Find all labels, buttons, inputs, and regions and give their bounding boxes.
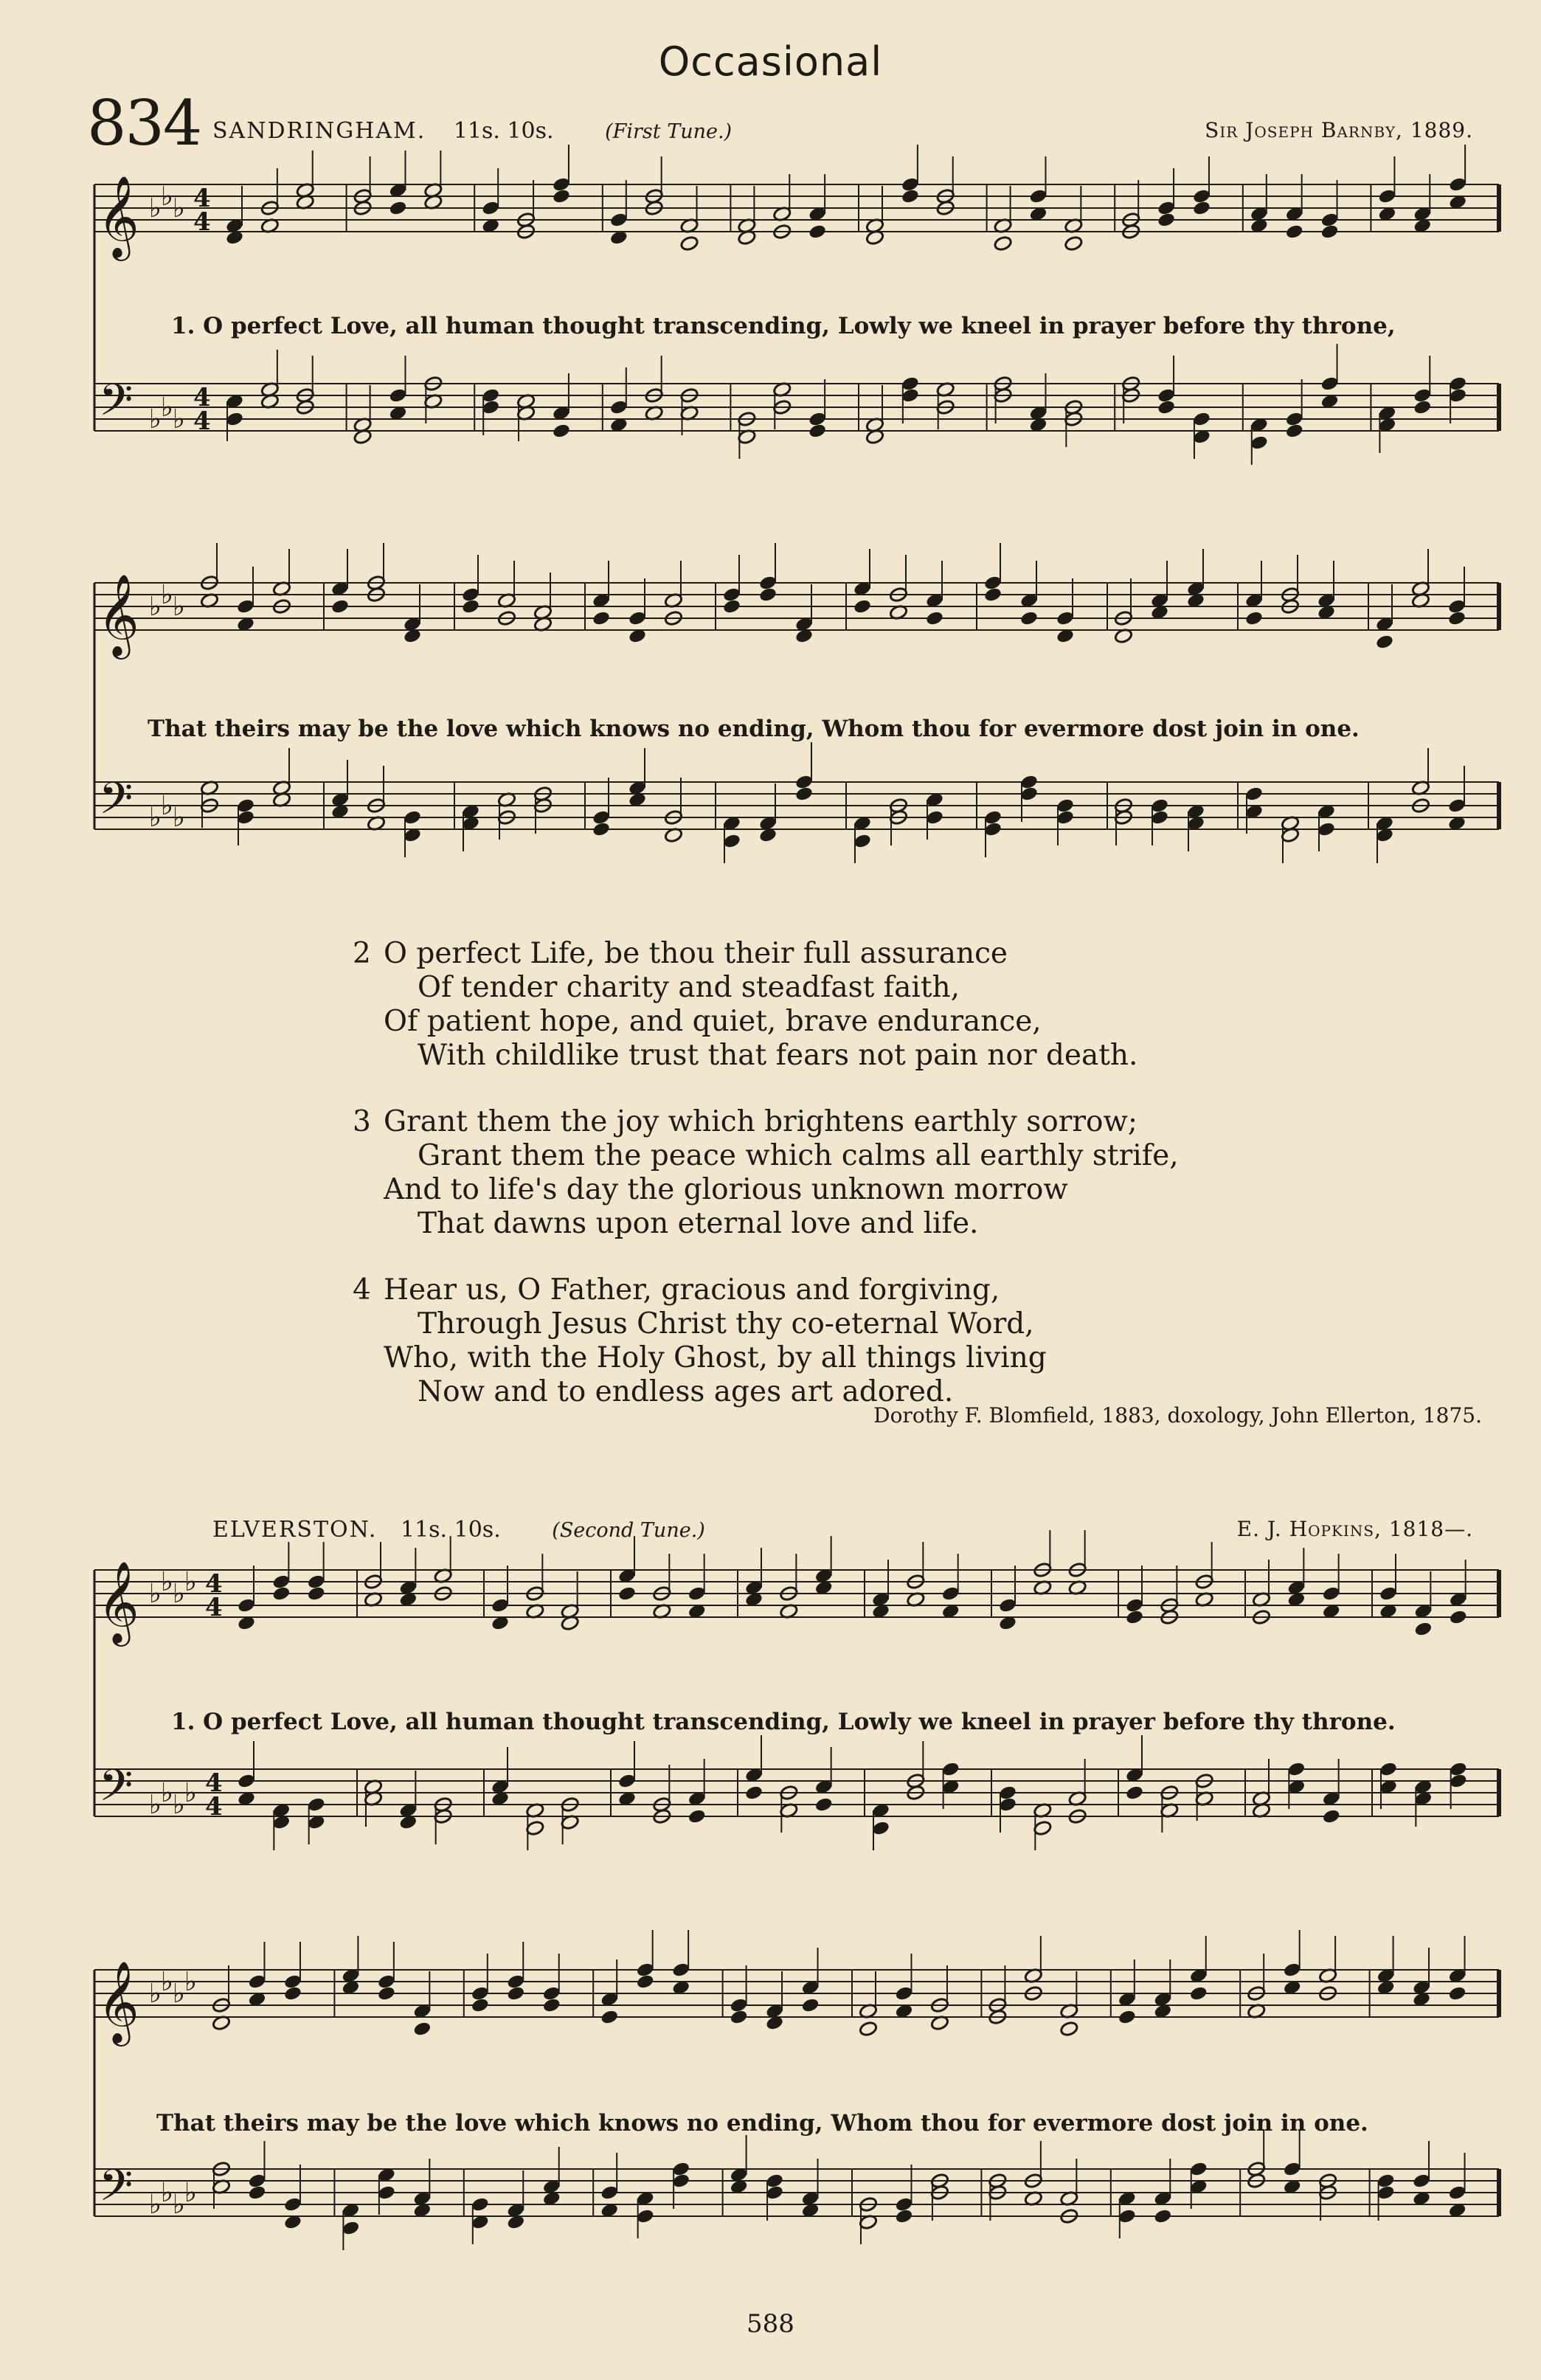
second-tune-name: ELVERSTON. [212,1517,378,1543]
notehead [859,2021,878,2037]
notehead [1244,610,1264,626]
stanza-number: 3 [353,1105,371,1138]
time-signature-digit: 4 [205,1593,223,1622]
notehead [1189,1985,1208,2002]
section-header: Occasional [658,38,883,85]
notehead [617,1585,637,1602]
notehead [1118,2009,1137,2025]
flat-sign: ♭ [173,1979,185,2009]
flat-sign: ♭ [149,404,162,435]
flat-sign: ♭ [173,404,185,435]
notehead [994,235,1013,252]
flat-sign: ♭ [161,1967,173,1997]
notehead [471,1997,490,2013]
notehead [1448,1985,1467,2002]
flat-sign: ♭ [173,193,185,224]
notehead [901,188,920,204]
stanza-3 [353,1105,1179,1241]
stanza-line: And to life's day the glorious unknown morrow [384,1173,1068,1206]
time-signature-digit: 4 [193,383,211,412]
flat-sign: ♭ [184,1778,197,1808]
first-tune-composer: Sir Joseph Barnby, 1889. [1205,118,1473,142]
second-tune-heading [212,1517,705,1543]
stanza-number: 2 [353,937,371,970]
flat-sign: ♭ [184,2178,197,2208]
stanzas [353,937,1179,1442]
notehead [636,1973,655,1990]
notehead [1320,224,1340,240]
stanza-line: Of patient hope, and quiet, brave endurance, [384,1005,1042,1038]
second-tune-composer: E. J. Hopkins, 1818—. [1236,1517,1473,1541]
flat-sign: ♭ [173,1790,185,1820]
notehead [552,188,571,204]
notehead [1413,399,1432,415]
time-signature-digit: 4 [205,1569,223,1599]
sandringham-lyrics-line-2: That theirs may be the love which knows no ending, Whom thou for evermore dost join in one. [148,716,1360,742]
notehead [1019,610,1039,626]
first-tune-note: (First Tune.) [605,120,733,143]
notehead [1153,2208,1172,2224]
notehead [894,2208,913,2224]
notehead [688,1808,707,1824]
notehead [983,587,1002,603]
notehead [542,1997,561,2013]
stanza-line: Of tender charity and steadfast faith, [418,971,960,1004]
flat-sign: ♭ [149,1979,162,2009]
notehead [461,598,480,615]
treble-clef: 𝄞 [97,175,139,257]
hymn-number: 834 [87,87,201,159]
notehead [1322,1808,1341,1824]
notehead [1447,610,1466,626]
notehead [1059,2021,1078,2037]
notehead [1285,423,1304,439]
notehead [377,1985,396,2002]
flat-sign: ♭ [149,2190,162,2220]
stanza-line: O perfect Life, be thou their full assurance [384,937,1008,970]
flat-sign: ♭ [161,181,173,212]
flat-sign: ♭ [161,1778,173,1808]
time-signature-digit: 4 [205,1768,223,1798]
flat-sign: ♭ [161,392,173,423]
flat-sign: ♭ [161,580,173,610]
time-signature-digit: 4 [193,207,211,237]
notehead [271,1585,291,1602]
notehead [506,1985,525,2002]
notehead [600,2009,619,2025]
stanza-line: That dawns upon eternal love and life. [418,1207,979,1240]
flat-sign: ♭ [173,592,185,622]
first-tune-meter: 11s. 10s. [453,118,554,144]
first-tune-heading [212,118,732,144]
notehead [1125,1785,1144,1801]
stanza-number: 4 [353,1273,371,1307]
stanza-line: Through Jesus Christ thy co-eternal Word, [418,1307,1034,1341]
notehead [552,423,571,439]
stanza-line: Grant them the joy which brightens earthly sorrow; [384,1105,1137,1138]
notehead [388,200,407,216]
bass-clef: 𝄢 [99,1760,134,1822]
notehead [730,2009,749,2025]
stanza-2 [353,937,1179,1073]
notehead [808,423,827,439]
flat-sign: ♭ [173,1579,185,1609]
notehead [1157,212,1176,228]
flat-sign: ♭ [149,592,162,622]
notehead [412,2021,432,2037]
flat-sign: ♭ [161,791,173,821]
notehead [1449,1609,1468,1625]
flat-sign: ♭ [149,803,162,833]
notehead [744,1785,763,1801]
first-tune-name: SANDRINGHAM. [212,118,426,144]
notehead [801,1997,820,2013]
flat-sign: ♭ [149,1790,162,1820]
bass-clef: 𝄢 [99,2159,134,2221]
flat-sign: ♭ [173,803,185,833]
notehead [307,1585,326,1602]
stanza-line: With childlike trust that fears not pain nor death. [418,1039,1138,1072]
notehead [853,598,872,615]
notehead [592,821,611,837]
hymn-credit: Dorothy F. Blomfield, 1883, doxology, John Ellerton, 1875. [873,1403,1482,1428]
stanza-line: Now and to endless ages art adored. [418,1375,954,1408]
notehead [1125,1609,1144,1625]
notehead [794,786,814,802]
flat-sign: ♭ [161,2178,173,2208]
flat-sign: ♭ [161,1567,173,1597]
notehead [814,1796,834,1813]
notehead [722,598,741,615]
stanza-line: Grant them the peace which calms all earthly strife, [418,1139,1179,1172]
treble-clef: 𝄞 [97,573,139,656]
second-tune-note: (Second Tune.) [552,1519,705,1542]
notehead [283,1985,302,2002]
second-tune-meter: 11s. 10s. [400,1517,501,1543]
notehead [925,610,944,626]
notehead [1375,634,1394,650]
notehead [247,2184,266,2201]
elverston-lyrics-line-1: 1. O perfect Love, all human thought transcending, Lowly we kneel in prayer before thy throne. [171,1709,1396,1735]
flat-sign: ♭ [184,1567,197,1597]
stanza-4 [353,1273,1179,1409]
flat-sign: ♭ [149,193,162,224]
notehead [808,224,827,240]
notehead [1192,200,1211,216]
treble-clef: 𝄞 [97,1960,139,2043]
notehead [680,235,699,252]
notehead [330,598,350,615]
flat-sign: ♭ [149,1579,162,1609]
notehead [1413,1621,1433,1637]
flat-sign: ♭ [173,2190,185,2220]
sandringham-lyrics-line-1: 1. O perfect Love, all human thought transcending, Lowly we kneel in prayer before thy throne, [171,313,1396,339]
treble-clef: 𝄞 [97,1560,139,1643]
time-signature-digit: 4 [193,407,211,436]
stanza-line: Hear us, O Father, gracious and forgiving, [384,1273,1000,1307]
time-signature-digit: 4 [205,1792,223,1822]
notehead [1285,224,1304,240]
notehead [1157,399,1176,415]
flat-sign: ♭ [184,1967,197,1997]
elverston-lyrics-line-2: That theirs may be the love which knows no ending, Whom thou for evermore dost join in one. [156,2110,1368,2137]
time-signature-digit: 4 [193,184,211,213]
page-number: 588 [747,2309,794,2339]
bass-clef: 𝄢 [99,374,134,436]
bass-clef: 𝄢 [99,772,134,834]
notehead [1064,235,1083,252]
stanza-line: Who, with the Holy Ghost, by all things living [384,1341,1047,1374]
notehead [592,610,611,626]
notehead [758,587,778,603]
